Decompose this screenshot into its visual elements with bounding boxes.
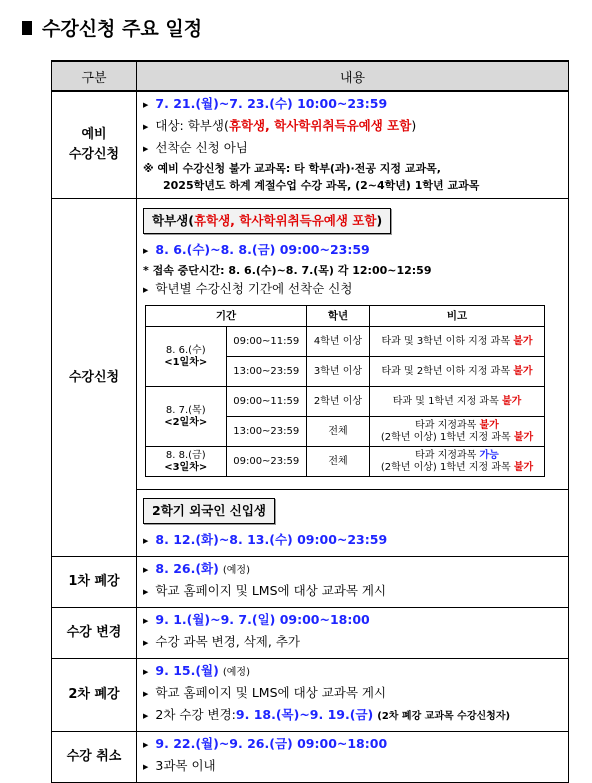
category-close2: 2차 폐강 xyxy=(52,659,137,732)
day2-label: <2일차> xyxy=(164,416,208,428)
box1-red: 휴학생, 학사학위취득유예생 포함 xyxy=(193,213,377,228)
time-cell: 09:00~11:59 xyxy=(226,387,307,417)
title-text: 수강신청 주요 일정 xyxy=(42,18,203,40)
page-title xyxy=(22,14,202,41)
close2-date: 9. 15.(월) xyxy=(155,663,219,678)
triangle-bullet-icon: ▶ xyxy=(143,668,149,676)
triangle-bullet-icon: ▶ xyxy=(143,763,149,771)
content-registration xyxy=(137,199,569,557)
note-flag: 불가 xyxy=(501,395,522,407)
grade-schedule-table xyxy=(145,305,545,477)
main-pause: * 접속 중단시간: 8. 6.(수)~8. 7.(목) 각 12:00~12:59 xyxy=(143,264,432,277)
note-cell xyxy=(370,447,545,477)
main-rule: 학년별 수강신청 기간에 선착순 신청 xyxy=(155,281,353,296)
triangle-bullet-icon: ▶ xyxy=(143,712,149,720)
time-cell: 13:00~23:59 xyxy=(226,417,307,447)
triangle-bullet-icon: ▶ xyxy=(143,566,149,574)
note-cell xyxy=(370,387,545,417)
triangle-bullet-icon: ▶ xyxy=(143,286,149,294)
content-change xyxy=(137,608,569,659)
note-flag: 불가 xyxy=(513,365,533,377)
close1-tag: (예정) xyxy=(222,565,250,576)
note-text: 타과 지정과목 xyxy=(415,449,480,461)
pre-date: 7. 21.(월)~7. 23.(수) 10:00~23:59 xyxy=(155,96,388,111)
category-cancel: 수강 취소 xyxy=(52,732,137,783)
inner-header-note: 비고 xyxy=(370,306,545,327)
schedule-table xyxy=(51,60,569,783)
day2-date: 8. 7.(목) xyxy=(165,404,206,416)
main-date: 8. 6.(수)~8. 8.(금) 09:00~23:59 xyxy=(155,242,370,257)
note-text: 타과 지정과목 xyxy=(415,419,480,431)
time-cell: 09:00~23:59 xyxy=(226,447,307,477)
note-text: (2학년 이상) 1학년 지정 과목 xyxy=(380,431,514,443)
note-text: 타과 및 1학년 지정 과목 xyxy=(392,395,502,407)
header-row xyxy=(52,61,569,91)
close2-tag: (예정) xyxy=(222,667,250,678)
table-row xyxy=(146,447,545,477)
foreign-date: 8. 12.(화)~8. 13.(수) 09:00~23:59 xyxy=(155,532,388,547)
inner-header-grade: 학년 xyxy=(307,306,370,327)
day3-label: <3일차> xyxy=(164,461,208,473)
close2-change-note: (2차 폐강 교과목 수강신청자) xyxy=(377,711,511,722)
row-pre-registration xyxy=(52,91,569,199)
note-flag: 불가 xyxy=(513,461,534,473)
cancel-date: 9. 22.(월)~9. 26.(금) 09:00~18:00 xyxy=(155,736,388,751)
day2-cell xyxy=(146,387,227,447)
close1-desc: 학교 홈페이지 및 LMS에 대상 교과목 게시 xyxy=(155,583,387,598)
table-row xyxy=(146,387,545,417)
box1-suffix: ) xyxy=(376,213,383,228)
change-desc: 수강 과목 변경, 삭제, 추가 xyxy=(155,634,300,649)
row-cancel xyxy=(52,732,569,783)
note-text: 타과 및 3학년 이하 지정 과목 xyxy=(381,335,514,347)
header-content: 내용 xyxy=(137,61,569,91)
close1-date: 8. 26.(화) xyxy=(155,561,219,576)
triangle-bullet-icon: ▶ xyxy=(143,741,149,749)
note-flag: 불가 xyxy=(513,431,534,443)
foreign-student-box: 2학기 외국인 신입생 xyxy=(143,498,275,524)
triangle-bullet-icon: ▶ xyxy=(143,247,149,255)
content-close2 xyxy=(137,659,569,732)
triangle-bullet-icon: ▶ xyxy=(143,145,149,153)
triangle-bullet-icon: ▶ xyxy=(143,617,149,625)
pre-first-come: 선착순 신청 아님 xyxy=(155,140,248,155)
header-category: 구분 xyxy=(52,61,137,91)
grade-cell: 2학년 이상 xyxy=(307,387,370,417)
note-cell xyxy=(370,327,545,357)
note-cell xyxy=(370,417,545,447)
close2-change-prefix: 2차 수강 변경: xyxy=(155,707,236,722)
close2-change-date: 9. 18.(목)~9. 19.(금) xyxy=(235,707,374,722)
category-pre-line1: 예비 xyxy=(81,127,107,142)
day1-label: <1일차> xyxy=(164,356,208,368)
row-close1 xyxy=(52,557,569,608)
pre-note-line2: 2025학년도 하계 계절수업 수강 과목, (2~4학년) 1학년 교과목 xyxy=(163,179,480,192)
content-cancel xyxy=(137,732,569,783)
category-change: 수강 변경 xyxy=(52,608,137,659)
triangle-bullet-icon: ▶ xyxy=(143,101,149,109)
inner-header-period: 기간 xyxy=(146,306,307,327)
table-row xyxy=(146,327,545,357)
pre-target-prefix: 대상: 학부생( xyxy=(155,118,229,133)
category-registration: 수강신청 xyxy=(52,199,137,557)
category-close1: 1차 폐강 xyxy=(52,557,137,608)
grade-cell: 전체 xyxy=(307,417,370,447)
content-close1 xyxy=(137,557,569,608)
note-text: 타과 및 2학년 이하 지정 과목 xyxy=(381,365,514,377)
row-change xyxy=(52,608,569,659)
pre-target-suffix: ) xyxy=(411,118,417,133)
box1-prefix: 학부생( xyxy=(152,213,194,228)
grade-cell: 3학년 이상 xyxy=(307,357,370,387)
title-square-icon xyxy=(22,21,32,35)
grade-cell: 4학년 이상 xyxy=(307,327,370,357)
section-divider xyxy=(137,479,568,490)
triangle-bullet-icon: ▶ xyxy=(143,639,149,647)
category-pre-line2: 수강신청 xyxy=(68,147,120,162)
row-close2 xyxy=(52,659,569,732)
day3-date: 8. 8.(금) xyxy=(165,449,206,461)
pre-note-line1: ※ 예비 수강신청 불가 교과목: 타 학부(과)·전공 지정 교과목, xyxy=(143,162,441,175)
triangle-bullet-icon: ▶ xyxy=(143,537,149,545)
undergrad-box xyxy=(143,208,391,234)
time-cell: 13:00~23:59 xyxy=(226,357,307,387)
content-pre xyxy=(137,91,569,199)
triangle-bullet-icon: ▶ xyxy=(143,123,149,131)
triangle-bullet-icon: ▶ xyxy=(143,690,149,698)
inner-header-row xyxy=(146,306,545,327)
note-flag-available: 가능 xyxy=(479,449,499,461)
note-flag: 불가 xyxy=(513,335,533,347)
change-date: 9. 1.(월)~9. 7.(일) 09:00~18:00 xyxy=(155,612,370,627)
time-cell: 09:00~11:59 xyxy=(226,327,307,357)
note-cell xyxy=(370,357,545,387)
cancel-desc: 3과목 이내 xyxy=(155,758,216,773)
note-flag: 불가 xyxy=(479,419,499,431)
row-registration xyxy=(52,199,569,557)
day1-date: 8. 6.(수) xyxy=(165,344,206,356)
triangle-bullet-icon: ▶ xyxy=(143,588,149,596)
day1-cell xyxy=(146,327,227,387)
close2-desc: 학교 홈페이지 및 LMS에 대상 교과목 게시 xyxy=(155,685,387,700)
category-pre xyxy=(52,91,137,199)
grade-cell: 전체 xyxy=(307,447,370,477)
day3-cell xyxy=(146,447,227,477)
note-text: (2학년 이상) 1학년 지정 과목 xyxy=(380,461,514,473)
pre-target-red: 휴학생, 학사학위취득유예생 포함 xyxy=(228,118,412,133)
